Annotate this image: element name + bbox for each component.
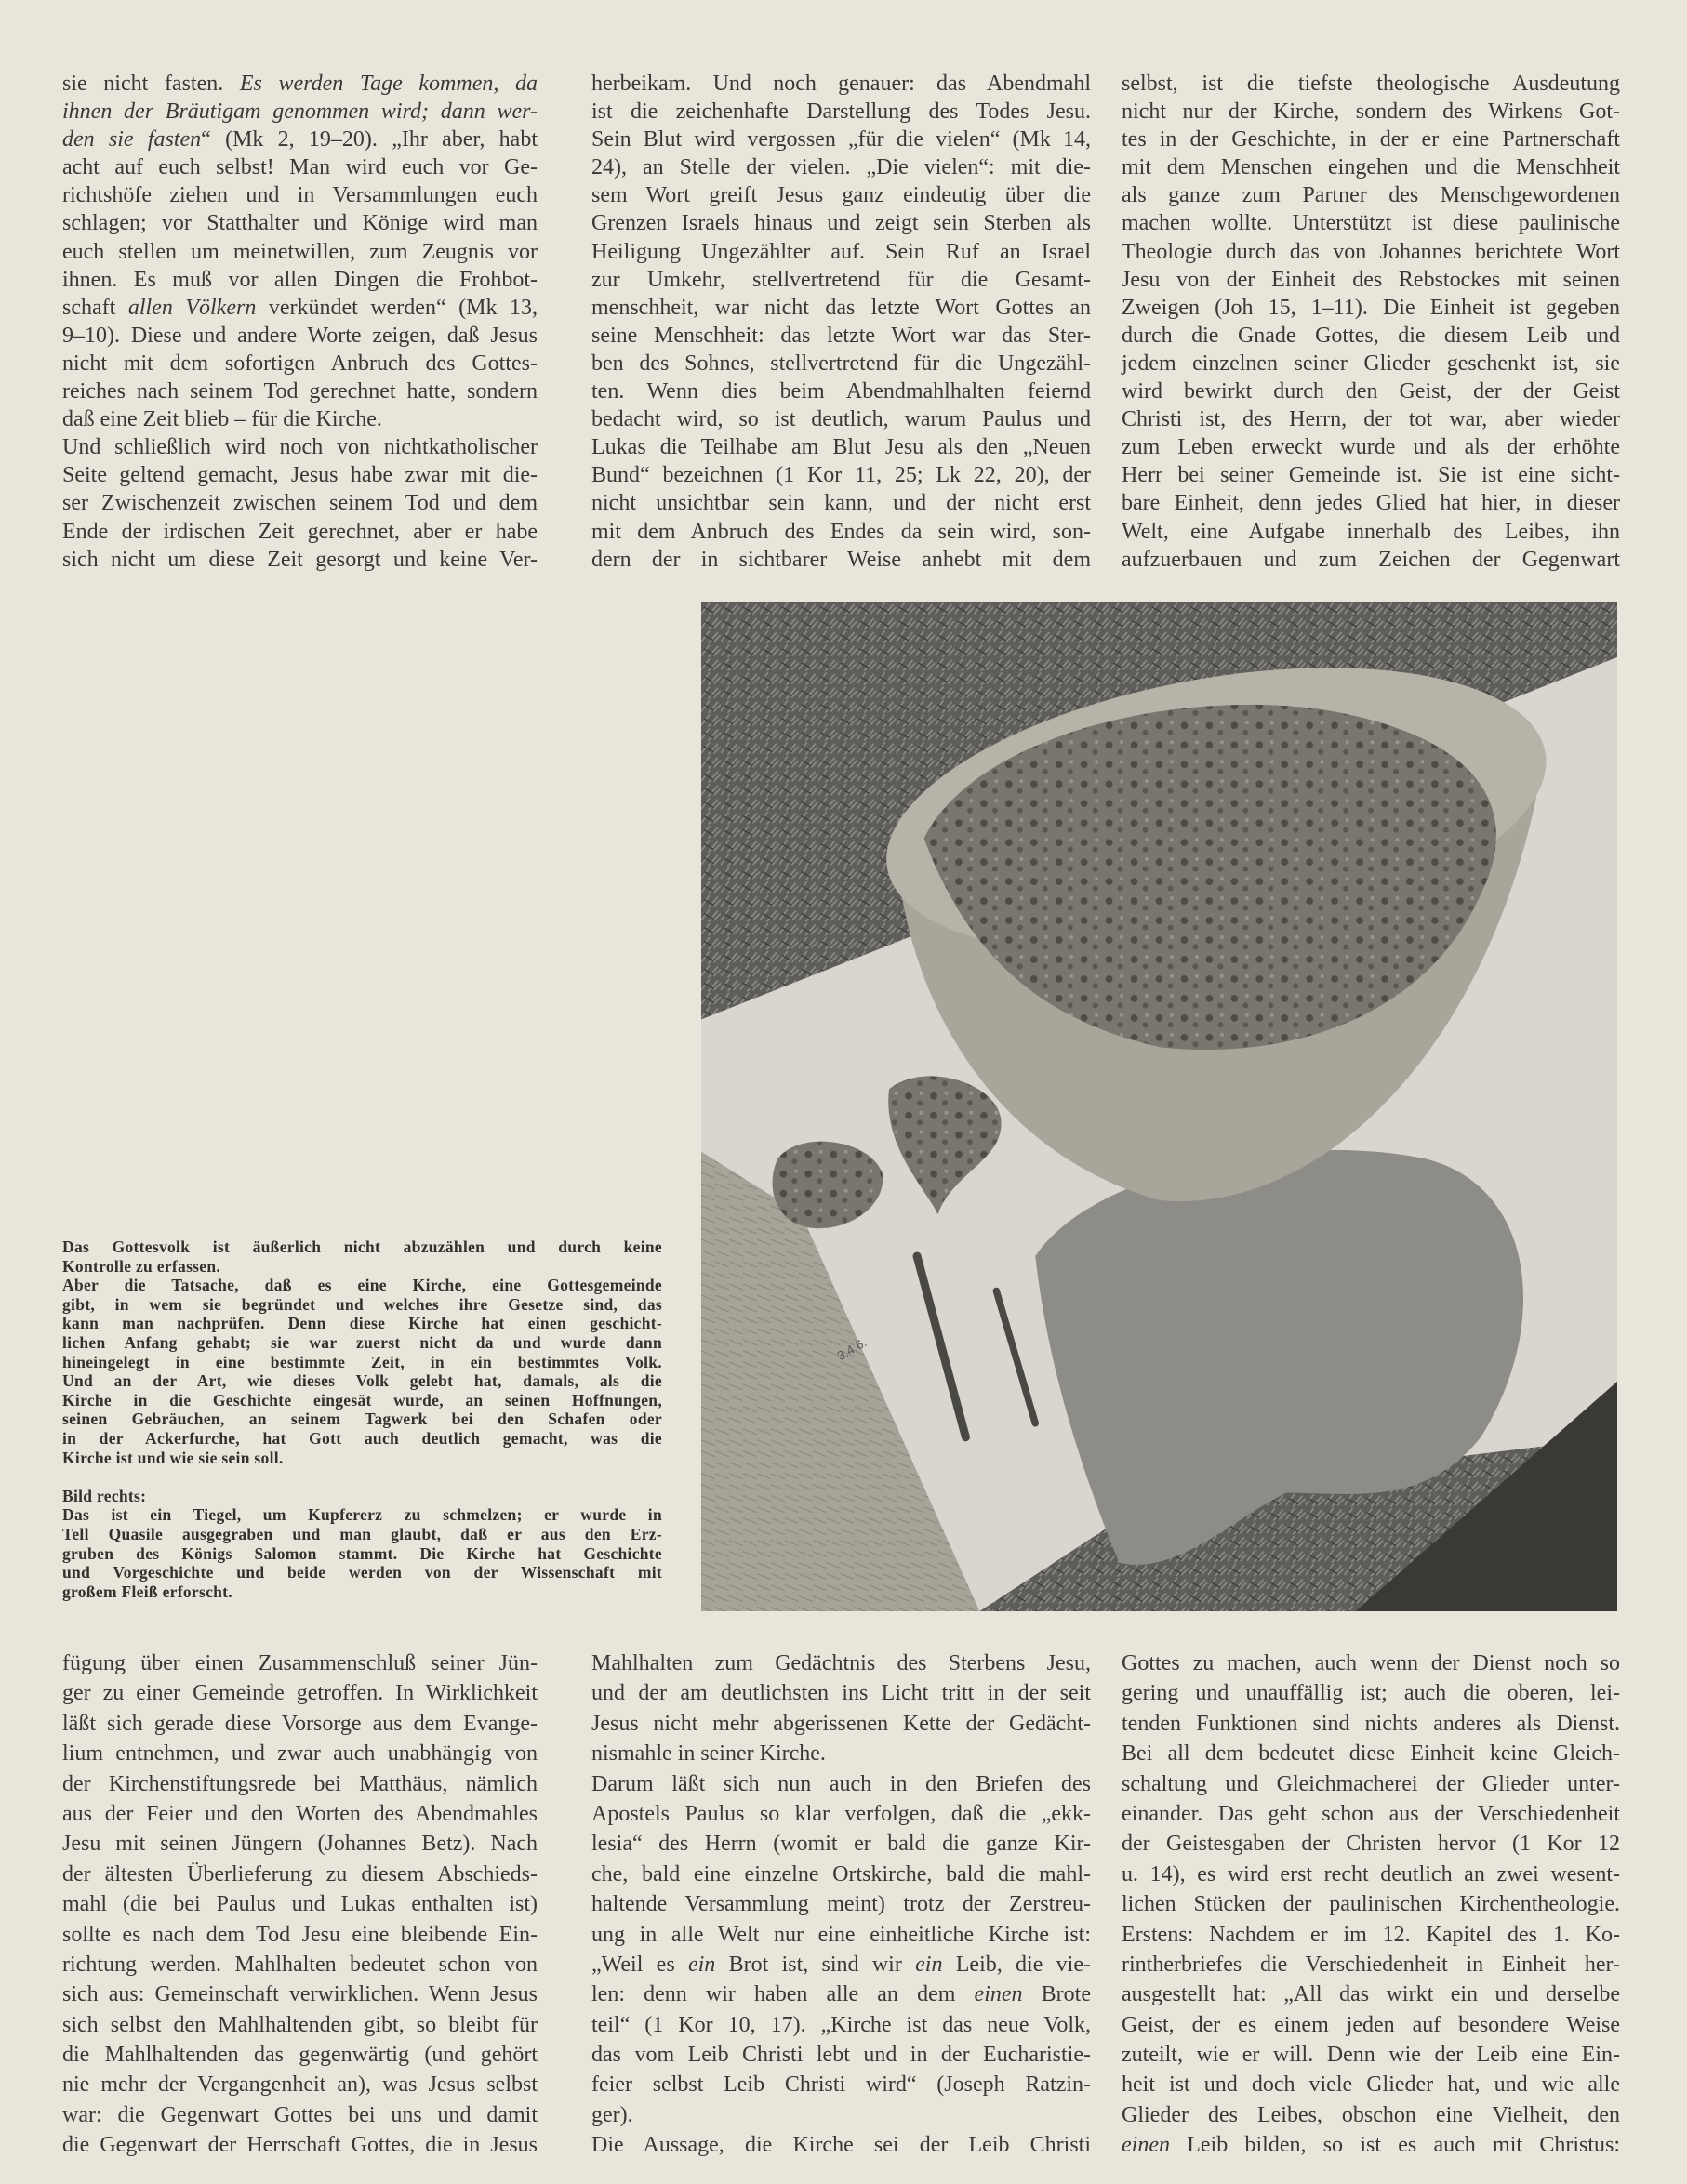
text-line: aus der Feier und den Worten des Abendmahles [62,1801,538,1826]
text-line: ist die zeichenhafte Darstellung des Todes Jesu. [591,99,1091,125]
text-line: Und schließlich wird noch von nichtkatholischer [62,435,538,460]
text-line: ben des Sohnes, stellvertretend für die Ungezähl- [591,351,1091,376]
text-line: in der Ackerfurche, hat Gott auch deutlich gemacht, was die [62,1428,662,1448]
text-segment: Leib bilden, so ist es auch mit Christus: [1169,2133,1620,2158]
text-line: Kirche in die Geschichte eingesät wurde, an seinen Hoffnungen, [62,1390,662,1410]
text-line [62,70,538,98]
bottom-column-2 [591,1648,1091,2161]
text-line: dern der in sichtbarer Weise anhebt mit dem [591,547,1091,572]
text-line: daß eine Zeit blieb – für die Kirche. [62,407,382,432]
text-line: zum Leben erweckt wurde und als der erhöhte [1122,435,1620,460]
text-line: die Mahlhaltenden das gegenwärtig (und gehört [62,2043,538,2068]
text-segment: Leib, die vie- [942,1952,1091,1977]
photo-crucible [701,602,1617,1611]
text-line: menschheit, war nicht das letzte Wort Gottes an [591,295,1091,320]
text-line: aufzuerbauen und zum Zeichen der Gegenwart [1122,547,1620,572]
bottom-column-3 [1122,1648,1620,2161]
text-line: Lukas die Teilhabe am Blut Jesu als den „Neuen [591,435,1091,460]
text-line: mit dem Anbruch des Endes da sein wird, son- [591,519,1091,544]
text-line [62,126,538,153]
text-line: nismahle in seiner Kirche. [591,1741,826,1767]
text-line: nicht nur der Kirche, sondern des Wirkens Got- [1122,99,1620,125]
text-line: nie mehr der Vergangenheit an), was Jesus selbst [62,2072,538,2098]
bottom-column-1 [62,1648,538,2161]
text-line: Welt, eine Aufgabe innerhalb des Leibes, ihn [1122,519,1620,544]
text-line: feier selbst Leib Christi wird“ (Joseph Ratzin- [591,2072,1091,2098]
text-line: acht auf euch selbst! Man wird euch vor Ge- [62,155,538,180]
crucible-photo-image [701,602,1617,1611]
text-segment: schaft [62,295,128,320]
text-line: nicht mit dem sofortigen Anbruch des Gottes- [62,351,538,376]
text-line: heit ist und doch viele Glieder hat, und wie alle [1122,2072,1620,2098]
text-line [1122,2130,1620,2160]
text-line: wird bewirkt durch den Geist, der der Geist [1122,379,1620,404]
text-line: ausgestellt hat: „All das wirkt ein und derselbe [1122,1982,1620,2007]
text-line: läßt sich gerade diese Vorsorge aus dem Evange- [62,1711,538,1736]
text-line: Das ist ein Tiegel, um Kupfererz zu schmelzen; er wurde in [62,1505,662,1525]
text-line: Herr bei seiner Gemeinde ist. Sie ist eine sicht- [1122,463,1620,488]
text-line: reiches nach seinem Tod gerechnet hatte, sondern [62,379,538,404]
text-line: einander. Das geht schon aus der Verschiedenheit [1122,1801,1620,1826]
italic-text: ein [915,1952,943,1977]
text-line: seine Menschheit: das letzte Wort war das Ster- [591,323,1091,348]
text-line: tes in der Geschichte, in der er eine Partnerschaft [1122,127,1620,152]
text-line: seinen Gebräuchen, an seinem Tagwerk bei den Schafen oder [62,1410,662,1429]
text-line: ten. Wenn dies beim Abendmahlhalten feiernd [591,379,1091,404]
text-line: sem Wort greift Jesus ganz eindeutig über die [591,183,1091,208]
italic-text: ihnen der Bräutigam genommen wird; dann wer- [62,99,538,125]
top-column-1 [62,70,538,574]
text-line: sollte es nach dem Tod Jesu eine bleibende Ein- [62,1922,538,1947]
text-line: teil“ (1 Kor 10, 17). „Kirche ist das neue Volk, [591,2012,1091,2037]
text-line: richtung werden. Mahlhalten bedeutet schon von [62,1952,538,1977]
text-line: Und an der Art, wie dieses Volk gelebt hat, damals, als die [62,1371,662,1391]
text-line: zur Umkehr, stellvertretend für die Gesamt- [591,267,1091,292]
text-line [62,294,538,322]
text-line: gruben des Königs Salomon stammt. Die Kirche hat Geschichte [62,1543,662,1563]
text-line: gering und unauffällig ist; auch die oberen, lei- [1122,1681,1620,1706]
text-line: ung in alle Welt nur eine einheitliche Kirche ist: [591,1922,1091,1947]
text-line: fügung über einen Zusammenschluß seiner Jün- [62,1651,538,1675]
text-line: der Kirchenstiftungsrede bei Matthäus, nämlich [62,1771,538,1796]
text-line: ger). [591,2102,633,2127]
text-line: Bei all dem bedeutet diese Einheit keine Gleich- [1122,1741,1620,1767]
text-line: Ende der irdischen Zeit gerechnet, aber er habe [62,519,538,544]
italic-text: Es werden Tage kommen, da [239,72,538,96]
text-segment: Brote [1022,1982,1091,2007]
text-line: mahl (die bei Paulus und Lukas enthalten ist) [62,1892,538,1917]
italic-text: einen [1122,2133,1170,2158]
text-line: Sein Blut wird vergossen „für die vielen“ (Mk 14, [591,127,1091,152]
text-line: richtshöfe ziehen und in Versammlungen euch [62,183,538,208]
text-line: Theologie durch das von Johannes berichtete Wort [1122,239,1620,264]
text-line: der ältesten Überlieferung zu diesem Abschieds- [62,1861,538,1886]
text-line: u. 14), es wird erst recht deutlich an zwei wesent- [1122,1861,1620,1886]
text-line: herbeikam. Und noch genauer: das Abendmahl [591,72,1091,96]
text-line: Christi ist, des Herrn, der tot war, aber wieder [1122,407,1620,432]
text-segment: len: denn wir haben alle an dem [591,1982,975,2007]
text-line [591,1979,1091,2009]
text-line: machen wollte. Unterstützt ist diese paulinische [1122,211,1620,236]
text-segment: Brot ist, sind wir [715,1952,916,1977]
text-line: lesia“ des Herrn (womit er bald die ganze Kir- [591,1832,1091,1857]
text-line: schaltung und Gleichmacherei der Glieder unter- [1122,1771,1620,1796]
text-line: und der am deutlichsten ins Licht tritt in der seit [591,1681,1091,1706]
text-segment: „Weil es [591,1952,688,1977]
text-line: Gottes zu machen, auch wenn der Dienst noch so [1122,1651,1620,1675]
text-line: mit dem Menschen eingehen und die Menschheit [1122,155,1620,180]
text-line [62,1467,662,1487]
text-line [62,98,538,126]
text-line: ihnen. Es muß vor allen Dingen die Frohbot- [62,267,538,292]
italic-text: allen Völkern [127,295,257,320]
italic-text: ein [687,1952,716,1977]
text-line: Glieder des Leibes, obschon eine Vielheit, den [1122,2102,1620,2127]
text-line: 24), an Stelle der vielen. „Die vielen“: mit die- [591,155,1091,180]
text-line: Heiligung Ungezählter auf. Sein Ruf an Israel [591,239,1091,264]
text-line: Bild rechts: [62,1486,147,1505]
text-line: gibt, in wem sie begründet und welches ihre Gesetze sind, das [62,1294,662,1314]
text-line: lichen Anfang gehabt; sie war zuerst nicht da und wurde dann [62,1332,662,1352]
text-line: sich nicht um diese Zeit gesorgt und keine Ver- [62,547,538,572]
text-line: Die Aussage, die Kirche sei der Leib Christi [591,2133,1091,2158]
text-line: selbst, ist die tiefste theologische Ausdeutung [1122,72,1620,96]
text-segment: “ (Mk 2, 19–20). „Ihr aber, habt [201,127,538,152]
photo-caption [62,1238,662,1601]
text-line: großem Fleiß erforscht. [62,1582,232,1601]
text-line: tenden Funktionen sind nichts anderes als Dienst. [1122,1711,1620,1736]
text-line: haltende Versammlung meint) trotz der Zerstreu- [591,1892,1091,1917]
text-line: Tell Quasile ausgegraben und man glaubt, daß er aus den Erz- [62,1524,662,1543]
text-line: lichen Stücken der paulinischen Kirchentheologie. [1122,1892,1620,1917]
text-line: Apostels Paulus so klar verfolgen, daß die „ekk- [591,1801,1091,1826]
text-line: Zweigen (Joh 15, 1–11). Die Einheit ist gegeben [1122,295,1620,320]
text-line: sich aus: Gemeinschaft verwirklichen. Wenn Jesus [62,1982,538,2007]
text-line: zuteilt, wie er will. Denn wie der Leib eine Ein- [1122,2043,1620,2068]
text-line: Kontrolle zu erfassen. [62,1256,221,1276]
text-line: Jesu von der Einheit des Rebstockes mit seinen [1122,267,1620,292]
text-line: durch die Gnade Gottes, die diesem Leib und [1122,323,1620,348]
text-line: der Geistesgaben der Christen hervor (1 Kor 12 [1122,1832,1620,1857]
text-line: Das Gottesvolk ist äußerlich nicht abzuzählen und durch keine [62,1238,662,1256]
text-segment: sie nicht fasten. [62,72,240,96]
text-line: das vom Leib Christi lebt und in der Eucharistie- [591,2043,1091,2068]
text-line: nicht unsichtbar sein kann, und der nicht erst [591,491,1091,516]
italic-text: den sie fasten [62,127,202,152]
text-line: jedem einzelnen seiner Glieder geschenkt ist, sie [1122,351,1620,376]
specimen-label: 3.4.6. [834,1335,870,1363]
text-line: Jesus nicht mehr abgerissenen Kette der Gedächt- [591,1711,1091,1736]
text-line: Mahlhalten zum Gedächtnis des Sterbens Jesu, [591,1651,1091,1675]
text-line: als ganze zum Partner des Menschgewordenen [1122,183,1620,208]
italic-text: einen [974,1982,1023,2007]
text-line: Darum läßt sich nun auch in den Briefen des [591,1771,1091,1796]
text-line: lium entnehmen, und zwar auch unabhängig von [62,1741,538,1767]
text-line: bare Einheit, denn jedes Glied hat hier, in dieser [1122,491,1620,516]
text-line: sich selbst den Mahlhaltenden gibt, so bleibt für [62,2012,538,2037]
text-line: che, bald eine einzelne Ortskirche, bald die mahl- [591,1861,1091,1886]
text-line: ser Zwischenzeit zwischen seinem Tod und dem [62,491,538,516]
text-line: ger zu einer Gemeinde getroffen. In Wirklichkeit [62,1681,538,1706]
text-line: Aber die Tatsache, daß es eine Kirche, eine Gottesgemeinde [62,1276,662,1295]
text-line: kann man nachprüfen. Denn diese Kirche hat einen geschicht- [62,1314,662,1333]
text-line: Jesu mit seinen Jüngern (Johannes Betz). Nach [62,1832,538,1857]
text-line: Bund“ bezeichnen (1 Kor 11, 25; Lk 22, 20), der [591,463,1091,488]
text-line: 9–10). Diese und andere Worte zeigen, daß Jesus [62,323,538,348]
text-line [591,1950,1091,1979]
text-line: euch stellen um meinetwillen, zum Zeugnis vor [62,239,538,264]
text-line: bedacht wird, so ist deutlich, warum Paulus und [591,407,1091,432]
text-line: schlagen; vor Statthalter und Könige wird man [62,211,538,236]
text-line: Seite geltend gemacht, Jesus habe zwar mit die- [62,463,538,488]
top-column-2 [591,70,1091,574]
text-line: Grenzen Israels hinaus und zeigt sein Sterben als [591,211,1091,236]
text-segment: verkündet werden“ (Mk 13, [256,295,538,320]
text-line: hineingelegt in eine bestimmte Zeit, in ein bestimmtes Volk. [62,1352,662,1371]
text-line: und Vorgeschichte und beide werden von der Wissenschaft mit [62,1563,662,1582]
text-line: die Gegenwart der Herrschaft Gottes, die in Jesus [62,2133,538,2158]
text-line: Kirche ist und wie sie sein soll. [62,1448,284,1467]
top-column-3 [1122,70,1620,574]
text-line: Erstens: Nachdem er im 12. Kapitel des 1. Ko- [1122,1922,1620,1947]
text-line: Geist, der es einem jeden auf besondere Weise [1122,2012,1620,2037]
text-line: rintherbriefes die Verschiedenheit in Einheit her- [1122,1952,1620,1977]
text-line: war: die Gegenwart Gottes bei uns und damit [62,2102,538,2127]
